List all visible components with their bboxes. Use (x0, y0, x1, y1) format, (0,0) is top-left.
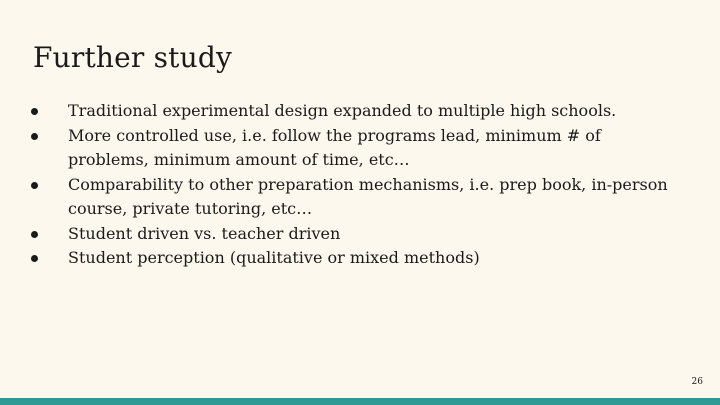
bullet-item (31, 99, 681, 124)
bullet-item (31, 124, 681, 173)
bullet-text: Traditional experimental design expanded to multiple high schools. (68, 101, 617, 120)
bullet-dot-icon (31, 182, 38, 189)
page-number: 26 (691, 377, 703, 387)
bullet-dot-icon (31, 108, 38, 115)
bullet-text: Comparability to other preparation mechanisms, i.e. prep book, in-person course, private tutoring, etc… (68, 174, 668, 218)
bullet-item (31, 173, 681, 222)
bullet-text: More controlled use, i.e. follow the programs lead, minimum # of problems, minimum amount of time, etc… (68, 125, 601, 169)
bullet-text: Student perception (qualitative or mixed methods) (68, 248, 480, 267)
bullet-item (31, 222, 681, 247)
accent-bar (0, 398, 720, 405)
slide-title: Further study (33, 41, 232, 74)
bullet-text: Student driven vs. teacher driven (68, 223, 341, 243)
bullet-dot-icon (31, 231, 38, 238)
bullet-list (31, 99, 681, 271)
bullet-item (31, 246, 681, 271)
bullet-dot-icon (31, 133, 38, 140)
bullet-dot-icon (31, 255, 38, 262)
